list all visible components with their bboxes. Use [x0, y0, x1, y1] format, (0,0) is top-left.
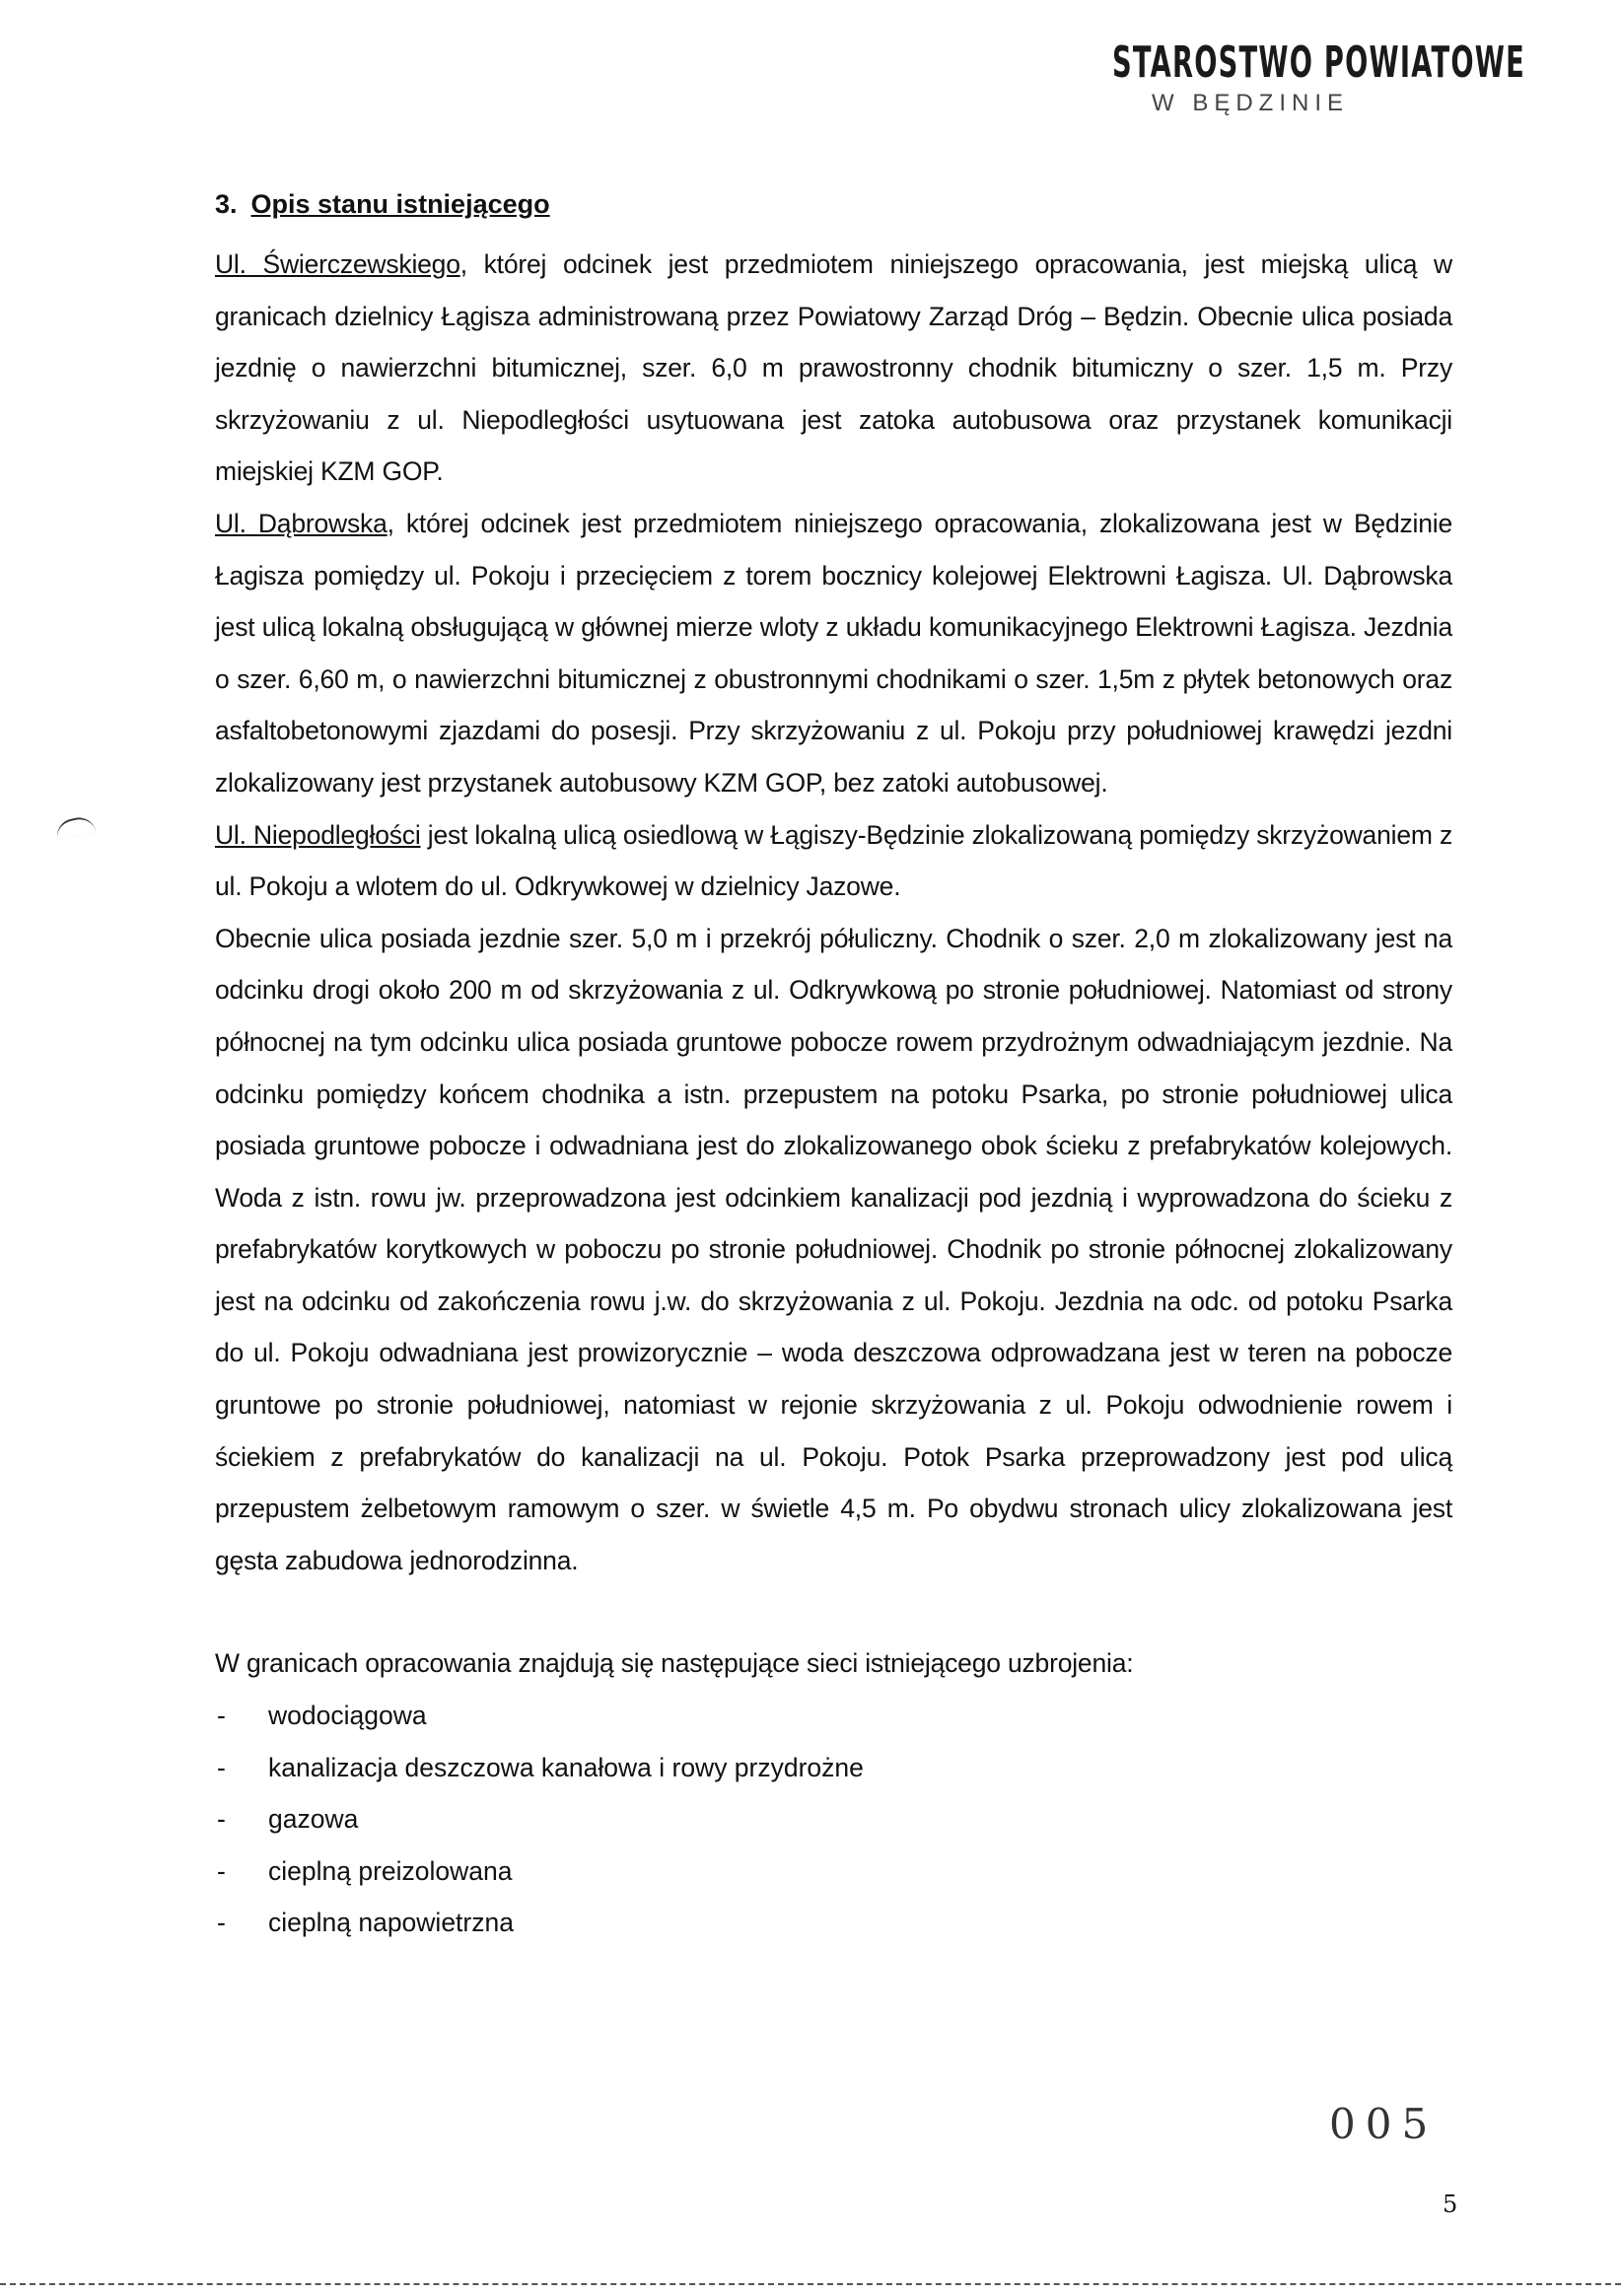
paragraph-dabrowska: [215, 498, 1452, 809]
list-item-text: wodociągowa: [268, 1701, 427, 1731]
street-name: Ul. Niepodległości: [215, 819, 421, 850]
street-name: Ul. Świerczewskiego: [215, 249, 460, 279]
list-item: [215, 1845, 1452, 1898]
list-item-text: kanalizacja deszczowa kanałowa i rowy przydrożne: [268, 1752, 864, 1782]
page-number: 5: [1443, 2191, 1458, 2218]
paragraph-text: Obecnie ulica posiada jezdnie szer. 5,0 m i przekrój półuliczny. Chodnik o szer. 2,0 m zlokalizowany jest na odcinku drogi około 200 m od skrzyżowania z ul. Odkrywkową po stronie południowej. Natomiast od strony północnej na tym odcinku ulica posiada gruntowe pobocze rowem przydrożnym odwadniającym jezdnie. Na odcinku pomiędzy końcem chodnika a istn. przepustem na potoku Psarka, po stronie południowej ulica posiada gruntowe pobocze i odwadniana jest do zlokalizowanego obok ścieku z prefabrykatów kolejowych. Woda z istn. rowu jw. przeprowadzona jest odcinkiem kanalizacji pod jezdnią i wyprowadzona do ścieku z prefabrykatów korytkowych w poboczu po stronie południowej. Chodnik po stronie północnej zlokalizowany jest na odcinku od zakończenia rowu j.w. do skrzyżowania z ul. Pokoju. Jezdnia na odc. od potoku Psarka do ul. Pokoju odwadniana jest prowizorycznie – woda deszczowa odprowadzana jest w teren na pobocze gruntowe po stronie południowej, natomiast w rejonie skrzyżowania z ul. Pokoju odwodnienie rowem i ściekiem z prefabrykatów do kanalizacji na ul. Pokoju. Potok Psarka przeprowadzony jest pod ulicą przepustem żelbetowym ramowym o szer. w świetle 4,5 m. Po obydwu stronach ulicy zlokalizowana jest gęsta zabudowa jednorodzinna.: [215, 923, 1452, 1575]
section-title: Opis stanu istniejącego: [250, 189, 550, 219]
office-stamp-header: [1112, 37, 1525, 117]
office-location: W BĘDZINIE: [1152, 90, 1350, 116]
bottom-scan-line: [0, 2283, 1621, 2285]
office-name: STAROSTWO POWIATOWE: [1112, 37, 1525, 88]
list-item: [215, 1897, 1452, 1949]
list-dash: -: [217, 1752, 226, 1782]
list-dash: -: [217, 1701, 226, 1731]
networks-list: [215, 1690, 1452, 1949]
paragraph-text: jest lokalną ulicą osiedlową w Łągiszy-Będzinie zlokalizowaną pomiędzy skrzyżowaniem z ul. Pokoju a wlotem do ul. Odkrywkowej w dzielnicy Jazowe.: [215, 819, 1452, 902]
list-item-text: cieplną preizolowana: [268, 1855, 513, 1886]
page-stamp-number: 005: [1329, 2100, 1439, 2148]
section-heading: [215, 187, 1452, 221]
paragraph-text: , której odcinek jest przedmiotem niniejszego opracowania, zlokalizowana jest w Będzinie Łagisza pomiędzy ul. Pokoju i przecięciem z torem bocznicy kolejowej Elektrowni Łagisza. Ul. Dąbrowska jest ulicą lokalną obsługującą w głównej mierze wloty z układu komunikacyjnego Elektrowni Łagisza. Jezdnia o szer. 6,60 m, o nawierzchni bitumicznej z obustronnymi chodnikami o szer. 1,5m z płytek betonowych oraz asfaltobetonowymi zjazdami do posesji. Przy skrzyżowaniu z ul. Pokoju przy południowej krawędzi jezdni zlokalizowany jest przystanek autobusowy KZM GOP, bez zatoki autobusowej.: [215, 508, 1452, 798]
list-item-text: cieplną napowietrzna: [268, 1908, 514, 1938]
paragraph-swierczewskiego: [215, 239, 1452, 498]
networks-intro: W granicach opracowania znajdują się następujące sieci istniejącego uzbrojenia:: [215, 1648, 1134, 1679]
margin-pen-mark: [54, 814, 97, 840]
list-dash: -: [217, 1855, 226, 1886]
paragraph-spacer: [215, 1586, 1452, 1637]
list-item: [215, 1793, 1452, 1845]
paragraph-niepodleglosci: [215, 809, 1452, 913]
section-number: 3.: [215, 189, 238, 219]
paragraph-niepodleglosci-details: [215, 913, 1452, 1587]
list-item-text: gazowa: [268, 1804, 359, 1835]
street-name: Ul. Dąbrowska: [215, 508, 388, 538]
list-dash: -: [217, 1804, 226, 1835]
list-item: [215, 1742, 1452, 1794]
paragraph-text: , której odcinek jest przedmiotem niniejszego opracowania, jest miejską ulicą w granicach dzielnicy Łągisza administrowaną przez Powiatowy Zarząd Dróg – Będzin. Obecnie ulica posiada jezdnię o nawierzchni bitumicznej, szer. 6,0 m prawostronny chodnik bitumiczny o szer. 1,5 m. Przy skrzyżowaniu z ul. Niepodległości usytuowana jest zatoka autobusowa oraz przystanek komunikacji miejskiej KZM GOP.: [215, 249, 1452, 487]
list-item: [215, 1690, 1452, 1742]
document-body: [215, 187, 1452, 1949]
list-dash: -: [217, 1908, 226, 1938]
